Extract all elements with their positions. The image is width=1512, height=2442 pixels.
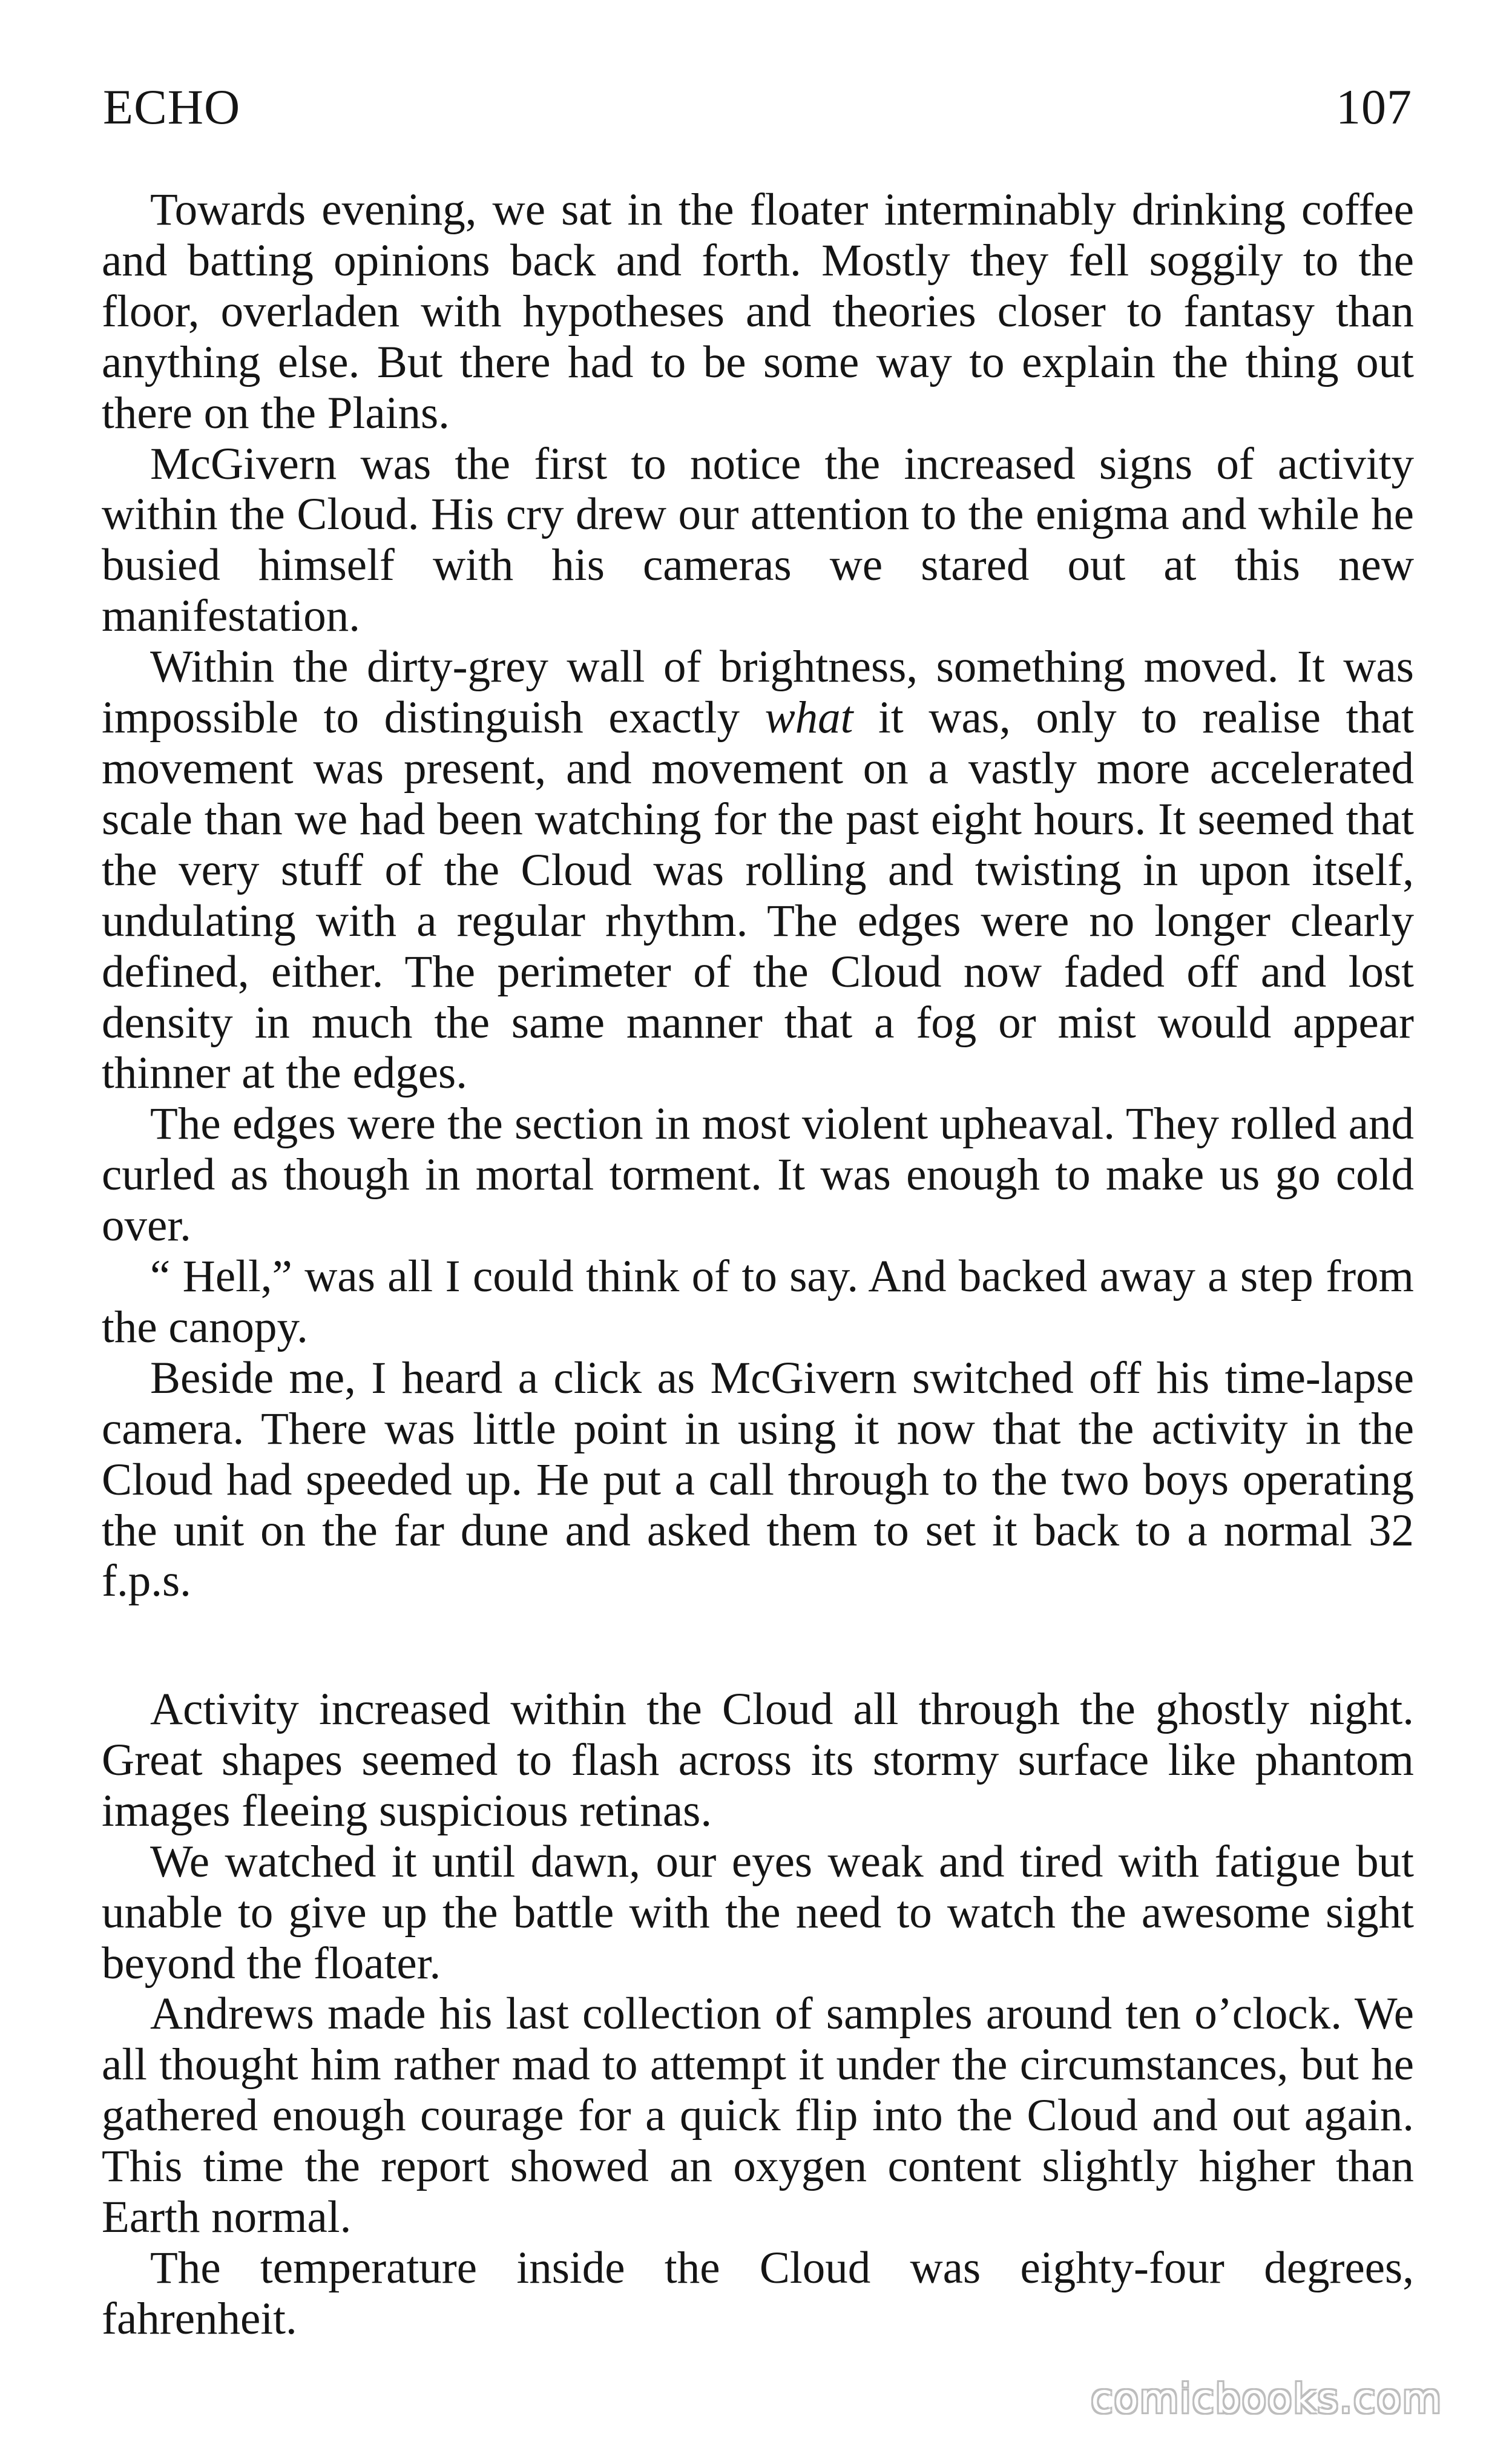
page-number: 107 xyxy=(1336,79,1412,134)
paragraph-text: it was, only to realise that movement was present, and movement on a vastly more accelerated scale than we had been watching for the past eight hours. It seemed that the very stuff of the Cloud was rolling and twisting in upon itself, undulating with a regular rhythm. The edges were no longer clearly defined, either. The perimeter of the Cloud now faded off and lost density in much the same manner that a fog or mist would appear thinner at the edges. xyxy=(102,693,1414,1099)
paragraph: “ Hell,” was all I could think of to say. And backed away a step from the canopy. xyxy=(102,1251,1414,1352)
paragraph: Activity increased within the Cloud all through the ghostly night. Great shapes seemed to flash across its stormy surface like phantom images fleeing suspicious retinas. xyxy=(102,1684,1414,1836)
paragraph: Towards evening, we sat in the floater interminably drinking coffee and batting opinions back and forth. Mostly they fell soggily to the floor, overladen with hypotheses and theories closer to fantasy than anything else. But there had to be some way to explain the thing out there on the Plains. xyxy=(102,185,1414,438)
paragraph-text: Within the dirty-grey wall of brightness, something moved. It was impossible to distinguish exactly xyxy=(102,642,1414,743)
paragraph: We watched it until dawn, our eyes weak and tired with fatigue but unable to give up the battle with the need to watch the awesome sight beyond the floater. xyxy=(102,1836,1414,1989)
italic-word: what xyxy=(764,693,853,743)
paragraph: The edges were the section in most violent upheaval. They rolled and curled as though in mortal torment. It was enough to make us go cold over. xyxy=(102,1099,1414,1251)
paragraph: McGivern was the first to notice the increased signs of activity within the Cloud. His cry drew our attention to the enigma and while he busied himself with his cameras we stared out at this new manifestation. xyxy=(102,438,1414,642)
paragraph xyxy=(102,642,1414,1099)
paragraph: Beside me, I heard a click as McGivern switched off his time-lapse camera. There was little point in using it now that the activity in the Cloud had speeded up. He put a call through to the two boys operating the unit on the far dune and asked them to set it back to a normal 32 f.p.s. xyxy=(102,1352,1414,1607)
watermark: comicbooks.com xyxy=(1091,2375,1442,2422)
text-block-2 xyxy=(102,1684,1414,2345)
running-head xyxy=(103,79,1412,136)
text-block-1 xyxy=(102,185,1414,1607)
running-title: ECHO xyxy=(103,79,241,134)
paragraph: Andrews made his last collection of samples around ten o’clock. We all thought him rather mad to attempt it under the circumstances, but he gathered enough courage for a quick flip into the Cloud and out again. This time the report showed an oxygen content slightly higher than Earth normal. xyxy=(102,1989,1414,2243)
paragraph: The temperature inside the Cloud was eighty-four degrees, fahrenheit. xyxy=(102,2242,1414,2344)
